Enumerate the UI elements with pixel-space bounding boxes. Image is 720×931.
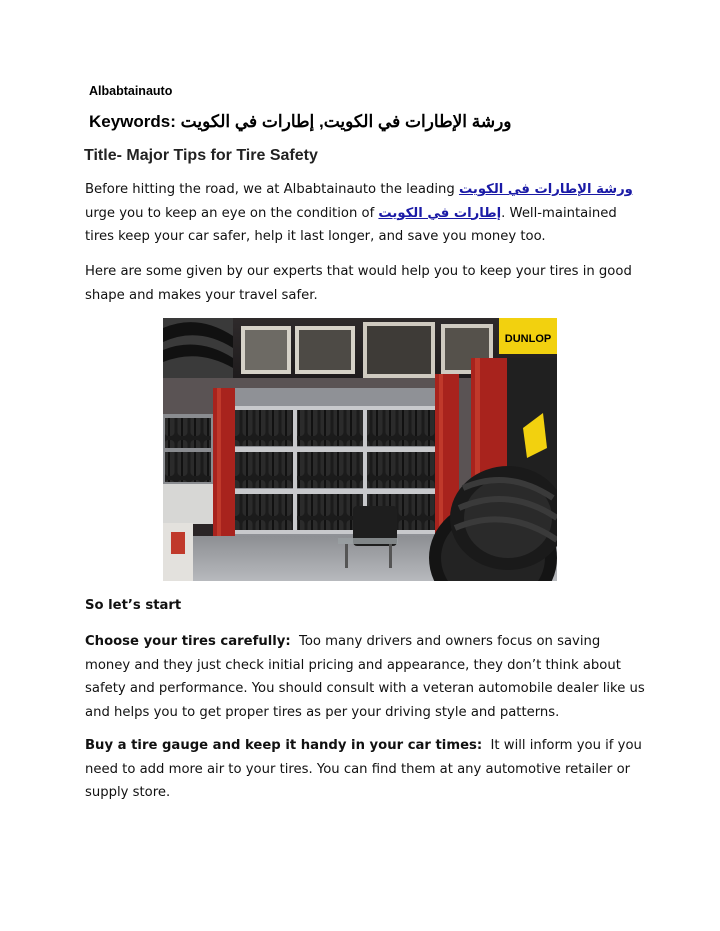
tip-2-heading: Buy a tire gauge and keep it handy in your car times: bbox=[85, 738, 483, 753]
intro-text-2: urge you to keep an eye on the condition of bbox=[85, 205, 379, 221]
intro-text-1: Before hitting the road, we at Albabtainauto the leading bbox=[85, 182, 459, 197]
section-start: So let’s start bbox=[85, 598, 182, 613]
tip-tire-gauge bbox=[85, 734, 645, 805]
dunlop-sign: DUNLOP bbox=[504, 333, 552, 345]
intro-paragraph bbox=[85, 178, 645, 249]
keywords-line bbox=[89, 112, 512, 132]
tip-1-body: Too many drivers and owners focus on saving money and they just check initial pricing and appearance, they don’t think about safety and performance. You should consult with a veteran automobile dealer like us and helps you to get proper tires as per your driving style and patterns. bbox=[85, 634, 645, 720]
tip-choose-tires bbox=[85, 630, 645, 724]
site-name: Albabtainauto bbox=[89, 84, 173, 98]
experts-paragraph: Here are some given by our experts that would help you to keep your tires in good shape and makes your travel safer. bbox=[85, 264, 632, 303]
tip-2-body: It will inform you if you need to add more air to your tires. You can find them at any automotive retailer or supply store. bbox=[85, 738, 642, 800]
keywords-value: ورشة الإطارات في الكويت, إطارات في الكويت bbox=[180, 112, 512, 131]
article-title: Title- Major Tips for Tire Safety bbox=[84, 147, 318, 164]
tire-workshop-link[interactable]: ورشة الإطارات في الكويت bbox=[458, 182, 633, 197]
keywords-label: Keywords: bbox=[89, 112, 176, 131]
tire-shop-photo bbox=[163, 318, 557, 581]
tread-mural bbox=[163, 318, 233, 378]
intro-text-3: . Well-maintained tires keep your car safer, help it last longer, and save you money too. bbox=[85, 205, 617, 244]
tip-1-heading: Choose your tires carefully: bbox=[85, 634, 291, 649]
tires-kuwait-link[interactable]: إطارات في الكويت bbox=[378, 205, 502, 221]
